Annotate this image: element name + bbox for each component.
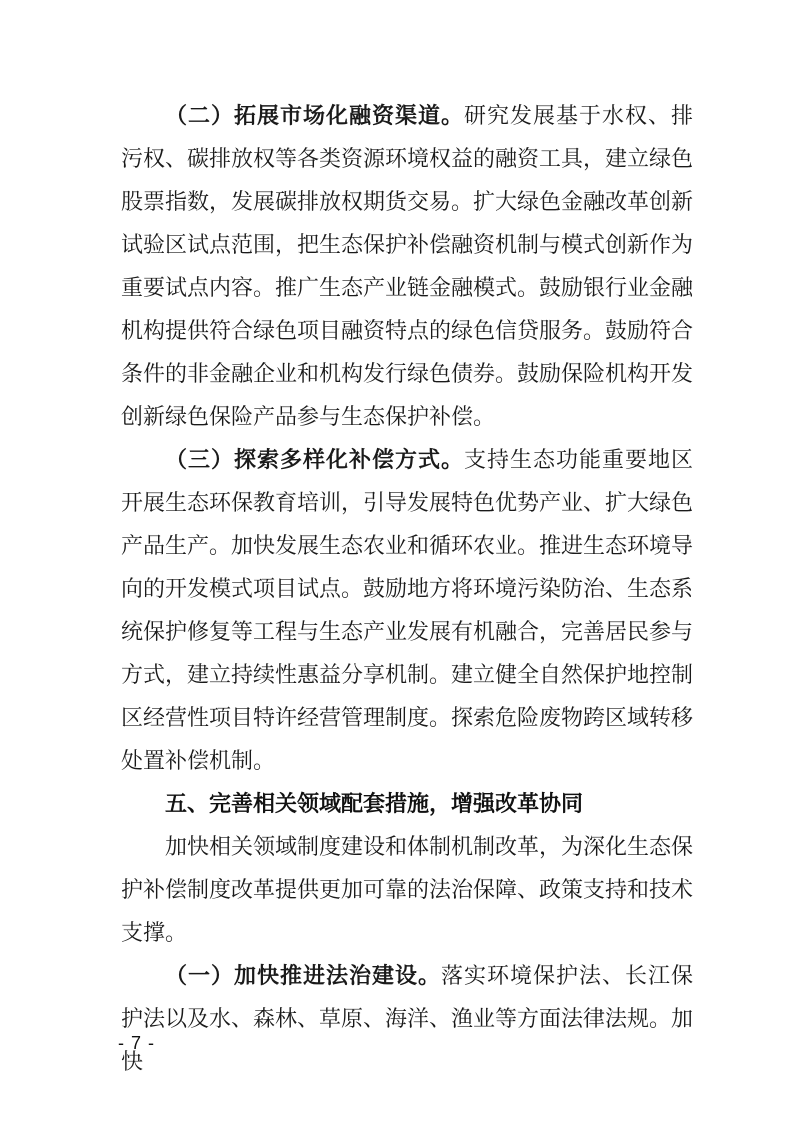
page-number: - 7 - — [118, 1033, 156, 1053]
paragraph-lead: （三）探索多样化补偿方式。 — [165, 447, 464, 472]
paragraph-text: 研究发展基于水权、排污权、碳排放权等各类资源环境权益的融资工具，建立绿色股票指数，发展碳排放权期货交易。扩大绿色金融改革创新试验区试点范围，把生态保护补偿融资机制与模式创新作为重要试点内容。推广生态产业链金融模式。鼓励银行业金融机构提供符合绿色项目融资特点的绿色信贷服务。鼓励符合条件的非金融企业和机构发行绿色债券。鼓励保险机构开发创新绿色保险产品参与生态保护补偿。 — [121, 103, 694, 429]
paragraph-lead: （二）拓展市场化融资渠道。 — [165, 103, 464, 128]
document-body — [121, 94, 693, 1083]
paragraph-lead: （一）加快推进法治建设。 — [165, 963, 441, 988]
paragraph-text: 落实环境保护法、长江保护法以及水、森林、草原、海洋、渔业等方面法律法规。加快 — [121, 963, 694, 1074]
paragraph — [121, 438, 693, 782]
paragraph-text: 加快相关领域制度建设和体制机制改革，为深化生态保护补偿制度改革提供更加可靠的法治保障、政策支持和技术支撑。 — [121, 834, 694, 945]
paragraph — [121, 94, 693, 438]
paragraph — [121, 825, 693, 954]
paragraph-text: 支持生态功能重要地区开展生态环保教育培训，引导发展特色优势产业、扩大绿色产品生产。加快发展生态农业和循环农业。推进生态环境导向的开发模式项目试点。鼓励地方将环境污染防治、生态系统保护修复等工程与生态产业发展有机融合，完善居民参与方式，建立持续性惠益分享机制。建立健全自然保护地控制区经营性项目特许经营管理制度。探索危险废物跨区域转移处置补偿机制。 — [121, 447, 694, 773]
paragraph — [121, 954, 693, 1083]
section-heading: 五、完善相关领域配套措施，增强改革协同 — [165, 791, 584, 816]
